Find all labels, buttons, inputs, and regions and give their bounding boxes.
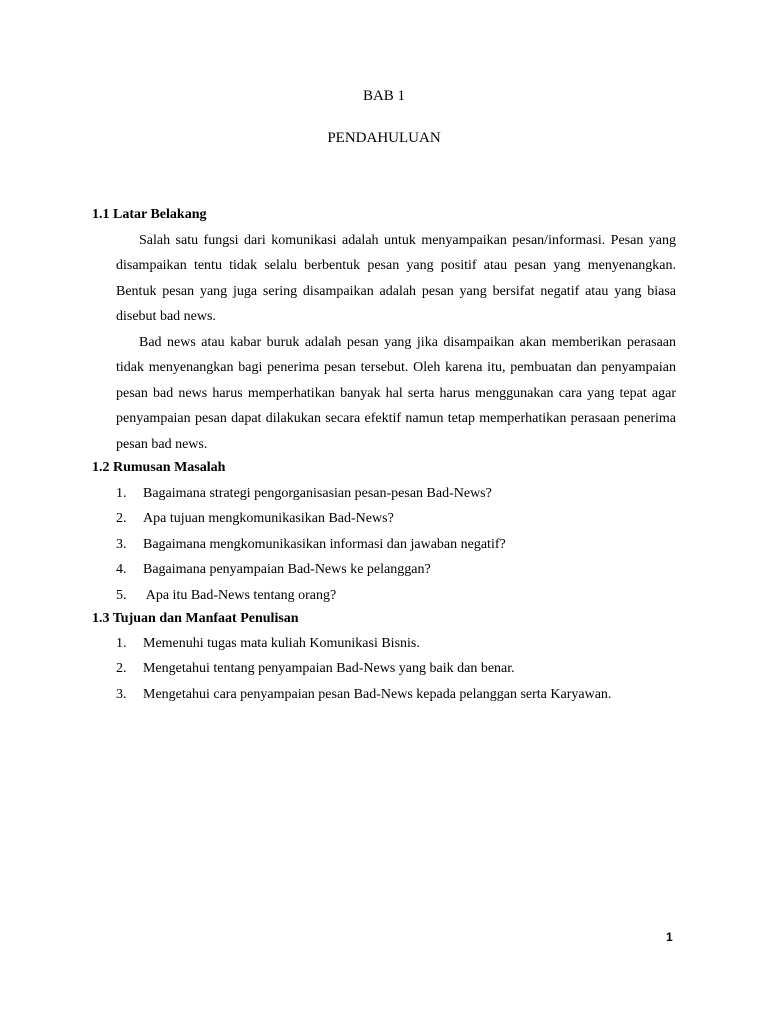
list-number: 2. xyxy=(116,511,127,527)
page-number: 1 xyxy=(666,930,673,944)
list-item xyxy=(116,583,506,608)
list-item xyxy=(116,682,611,707)
list-text: Bagaimana mengkomunikasikan informasi dan jawaban negatif? xyxy=(143,536,506,552)
chapter-title: PENDAHULUAN xyxy=(327,130,441,146)
list-text: Mengetahui tentang penyampaian Bad-News yang baik dan benar. xyxy=(143,661,515,677)
list-text: Mengetahui cara penyampaian pesan Bad-News kepada pelanggan serta Karyawan. xyxy=(143,686,612,702)
list-text: Apa itu Bad-News tentang orang? xyxy=(143,587,337,603)
list-text: Apa tujuan mengkomunikasikan Bad-News? xyxy=(143,511,394,527)
section-heading-tujuan-manfaat: 1.3 Tujuan dan Manfaat Penulisan xyxy=(92,611,299,626)
list-number: 2. xyxy=(116,661,127,677)
list-item xyxy=(116,557,506,582)
list-item xyxy=(116,532,506,557)
list-text: Bagaimana penyampaian Bad-News ke pelanggan? xyxy=(143,562,431,578)
paragraph-1: Salah satu fungsi dari komunikasi adalah untuk menyampaikan pesan/informasi. Pesan yang disampaikan tentu tidak selalu berbentuk pesan yang positif atau pesan yang menyenangkan. Bentuk pesan yang juga sering disampaikan adalah pesan yang bersifat negatif atau yang biasa disebut bad news. xyxy=(116,233,676,325)
list-item xyxy=(116,506,506,531)
problem-list xyxy=(116,481,506,608)
list-text: Memenuhi tugas mata kuliah Komunikasi Bisnis. xyxy=(143,636,420,651)
list-number: 1. xyxy=(116,486,127,501)
list-number: 4. xyxy=(116,562,127,578)
list-item xyxy=(116,481,506,506)
section-heading-latar-belakang: 1.1 Latar Belakang xyxy=(92,207,207,222)
section-heading-rumusan-masalah: 1.2 Rumusan Masalah xyxy=(92,460,226,475)
list-number: 3. xyxy=(116,536,127,552)
list-text: Bagaimana strategi pengorganisasian pesan-pesan Bad-News? xyxy=(143,486,492,501)
paragraph-2: Bad news atau kabar buruk adalah pesan yang jika disampaikan akan memberikan perasaan tidak menyenangkan bagi penerima pesan tersebut. Oleh karena itu, pembuatan dan penyampaian pesan bad news harus memperhatikan banyak hal serta harus menggunakan cara yang tepat agar penyampaian pesan dapat dilakukan secara efektif namun tetap memperhatikan perasaan penerima pesan bad news. xyxy=(116,335,676,452)
list-number: 5. xyxy=(116,587,127,603)
chapter-label: BAB 1 xyxy=(362,88,406,104)
list-number: 3. xyxy=(116,686,127,702)
list-item xyxy=(116,656,611,681)
list-number: 1. xyxy=(116,636,127,651)
purpose-list xyxy=(116,631,611,707)
list-item xyxy=(116,631,611,656)
